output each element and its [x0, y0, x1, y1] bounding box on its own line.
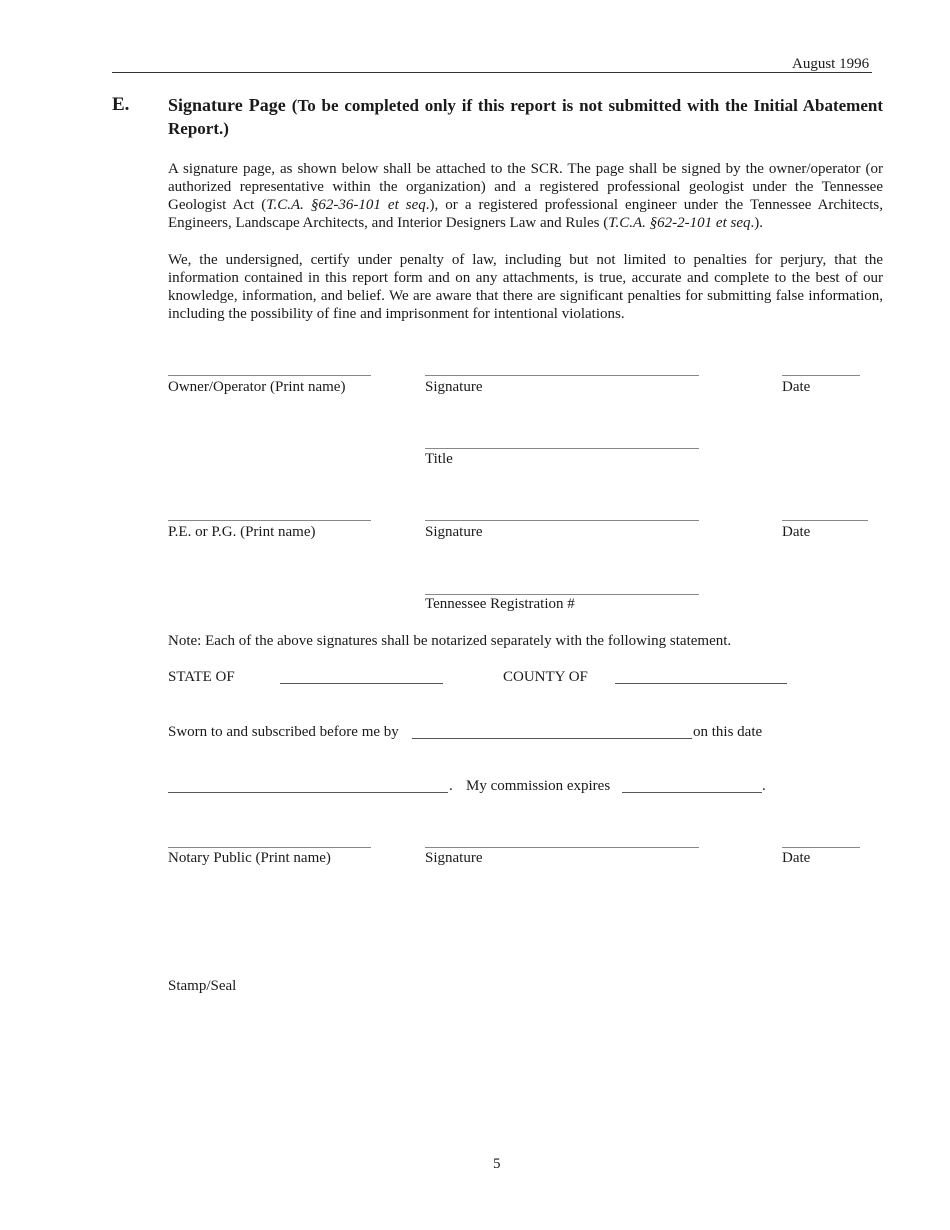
sworn-label: Sworn to and subscribed before me by [168, 724, 399, 740]
pe-signature-line[interactable] [425, 520, 699, 521]
owner-signature-label: Signature [425, 379, 483, 395]
county-label: COUNTY OF [503, 669, 588, 685]
commission-period: . [762, 778, 766, 794]
sworn-by-field[interactable] [412, 724, 692, 739]
county-field[interactable] [615, 669, 787, 684]
header-rule [112, 72, 872, 73]
state-label: STATE OF [168, 669, 235, 685]
notary-date-line[interactable] [782, 847, 860, 848]
owner-name-label: Owner/Operator (Print name) [168, 379, 346, 395]
on-this-date-label: on this date [693, 724, 763, 740]
citation-geologist-act: T.C.A. §62-36-101 et seq [266, 197, 426, 213]
citation-architects-act: T.C.A. §62-2-101 et seq [608, 215, 751, 231]
intro-text-a: A signature page, as shown below shall be attached to the SCR. The page shall be signed by the owner/operator (or authorized representative within the organization) and a registered professional geologist under the Tennessee Geologist Act ( [168, 161, 883, 213]
date-field[interactable] [168, 778, 448, 793]
owner-name-line[interactable] [168, 375, 371, 376]
notary-signature-line[interactable] [425, 847, 699, 848]
notary-name-label: Notary Public (Print name) [168, 850, 331, 866]
stamp-seal-label: Stamp/Seal [168, 978, 237, 994]
notary-name-line[interactable] [168, 847, 371, 848]
owner-date-line[interactable] [782, 375, 860, 376]
commission-label: My commission expires [466, 778, 611, 794]
page-number: 5 [493, 1156, 501, 1172]
section-title-main: Signature Page [168, 95, 286, 115]
pe-date-label: Date [782, 524, 811, 540]
section-title [168, 94, 883, 140]
registration-label: Tennessee Registration # [425, 596, 575, 612]
intro-text-b: .), or a registered professional engineer under the Tennessee Architects, Engineers, Landscape Architects, and Interior Designers Law and Rules ( [168, 197, 883, 231]
intro-text-c: .). [750, 215, 763, 231]
notary-date-label: Date [782, 850, 811, 866]
date-period: . [449, 778, 453, 794]
registration-line[interactable] [425, 594, 699, 595]
owner-signature-line[interactable] [425, 375, 699, 376]
notarize-note: Note: Each of the above signatures shall be notarized separately with the following statement. [168, 633, 732, 649]
header-date: August 1996 [792, 56, 870, 72]
pe-name-label: P.E. or P.G. (Print name) [168, 524, 316, 540]
certification-paragraph: We, the undersigned, certify under penalty of law, including but not limited to penalties for perjury, that the information contained in this report form and on any attachments, is true, accurate and complete to the best of our knowledge, information, and belief. We are aware that there are significant penalties for submitting false information, including the possibility of fine and imprisonment for intentional violations. [168, 252, 883, 322]
commission-expires-field[interactable] [622, 778, 762, 793]
section-letter: E. [112, 94, 130, 115]
state-field[interactable] [280, 669, 443, 684]
pe-name-line[interactable] [168, 520, 371, 521]
notary-signature-label: Signature [425, 850, 483, 866]
intro-paragraph [168, 160, 883, 232]
owner-title-label: Title [425, 451, 453, 467]
owner-title-line[interactable] [425, 448, 699, 449]
pe-signature-label: Signature [425, 524, 483, 540]
owner-date-label: Date [782, 379, 811, 395]
section-title-note: (To be completed only if this report is not submitted with the Initial Abatement Report.) [168, 96, 883, 138]
pe-date-line[interactable] [782, 520, 868, 521]
